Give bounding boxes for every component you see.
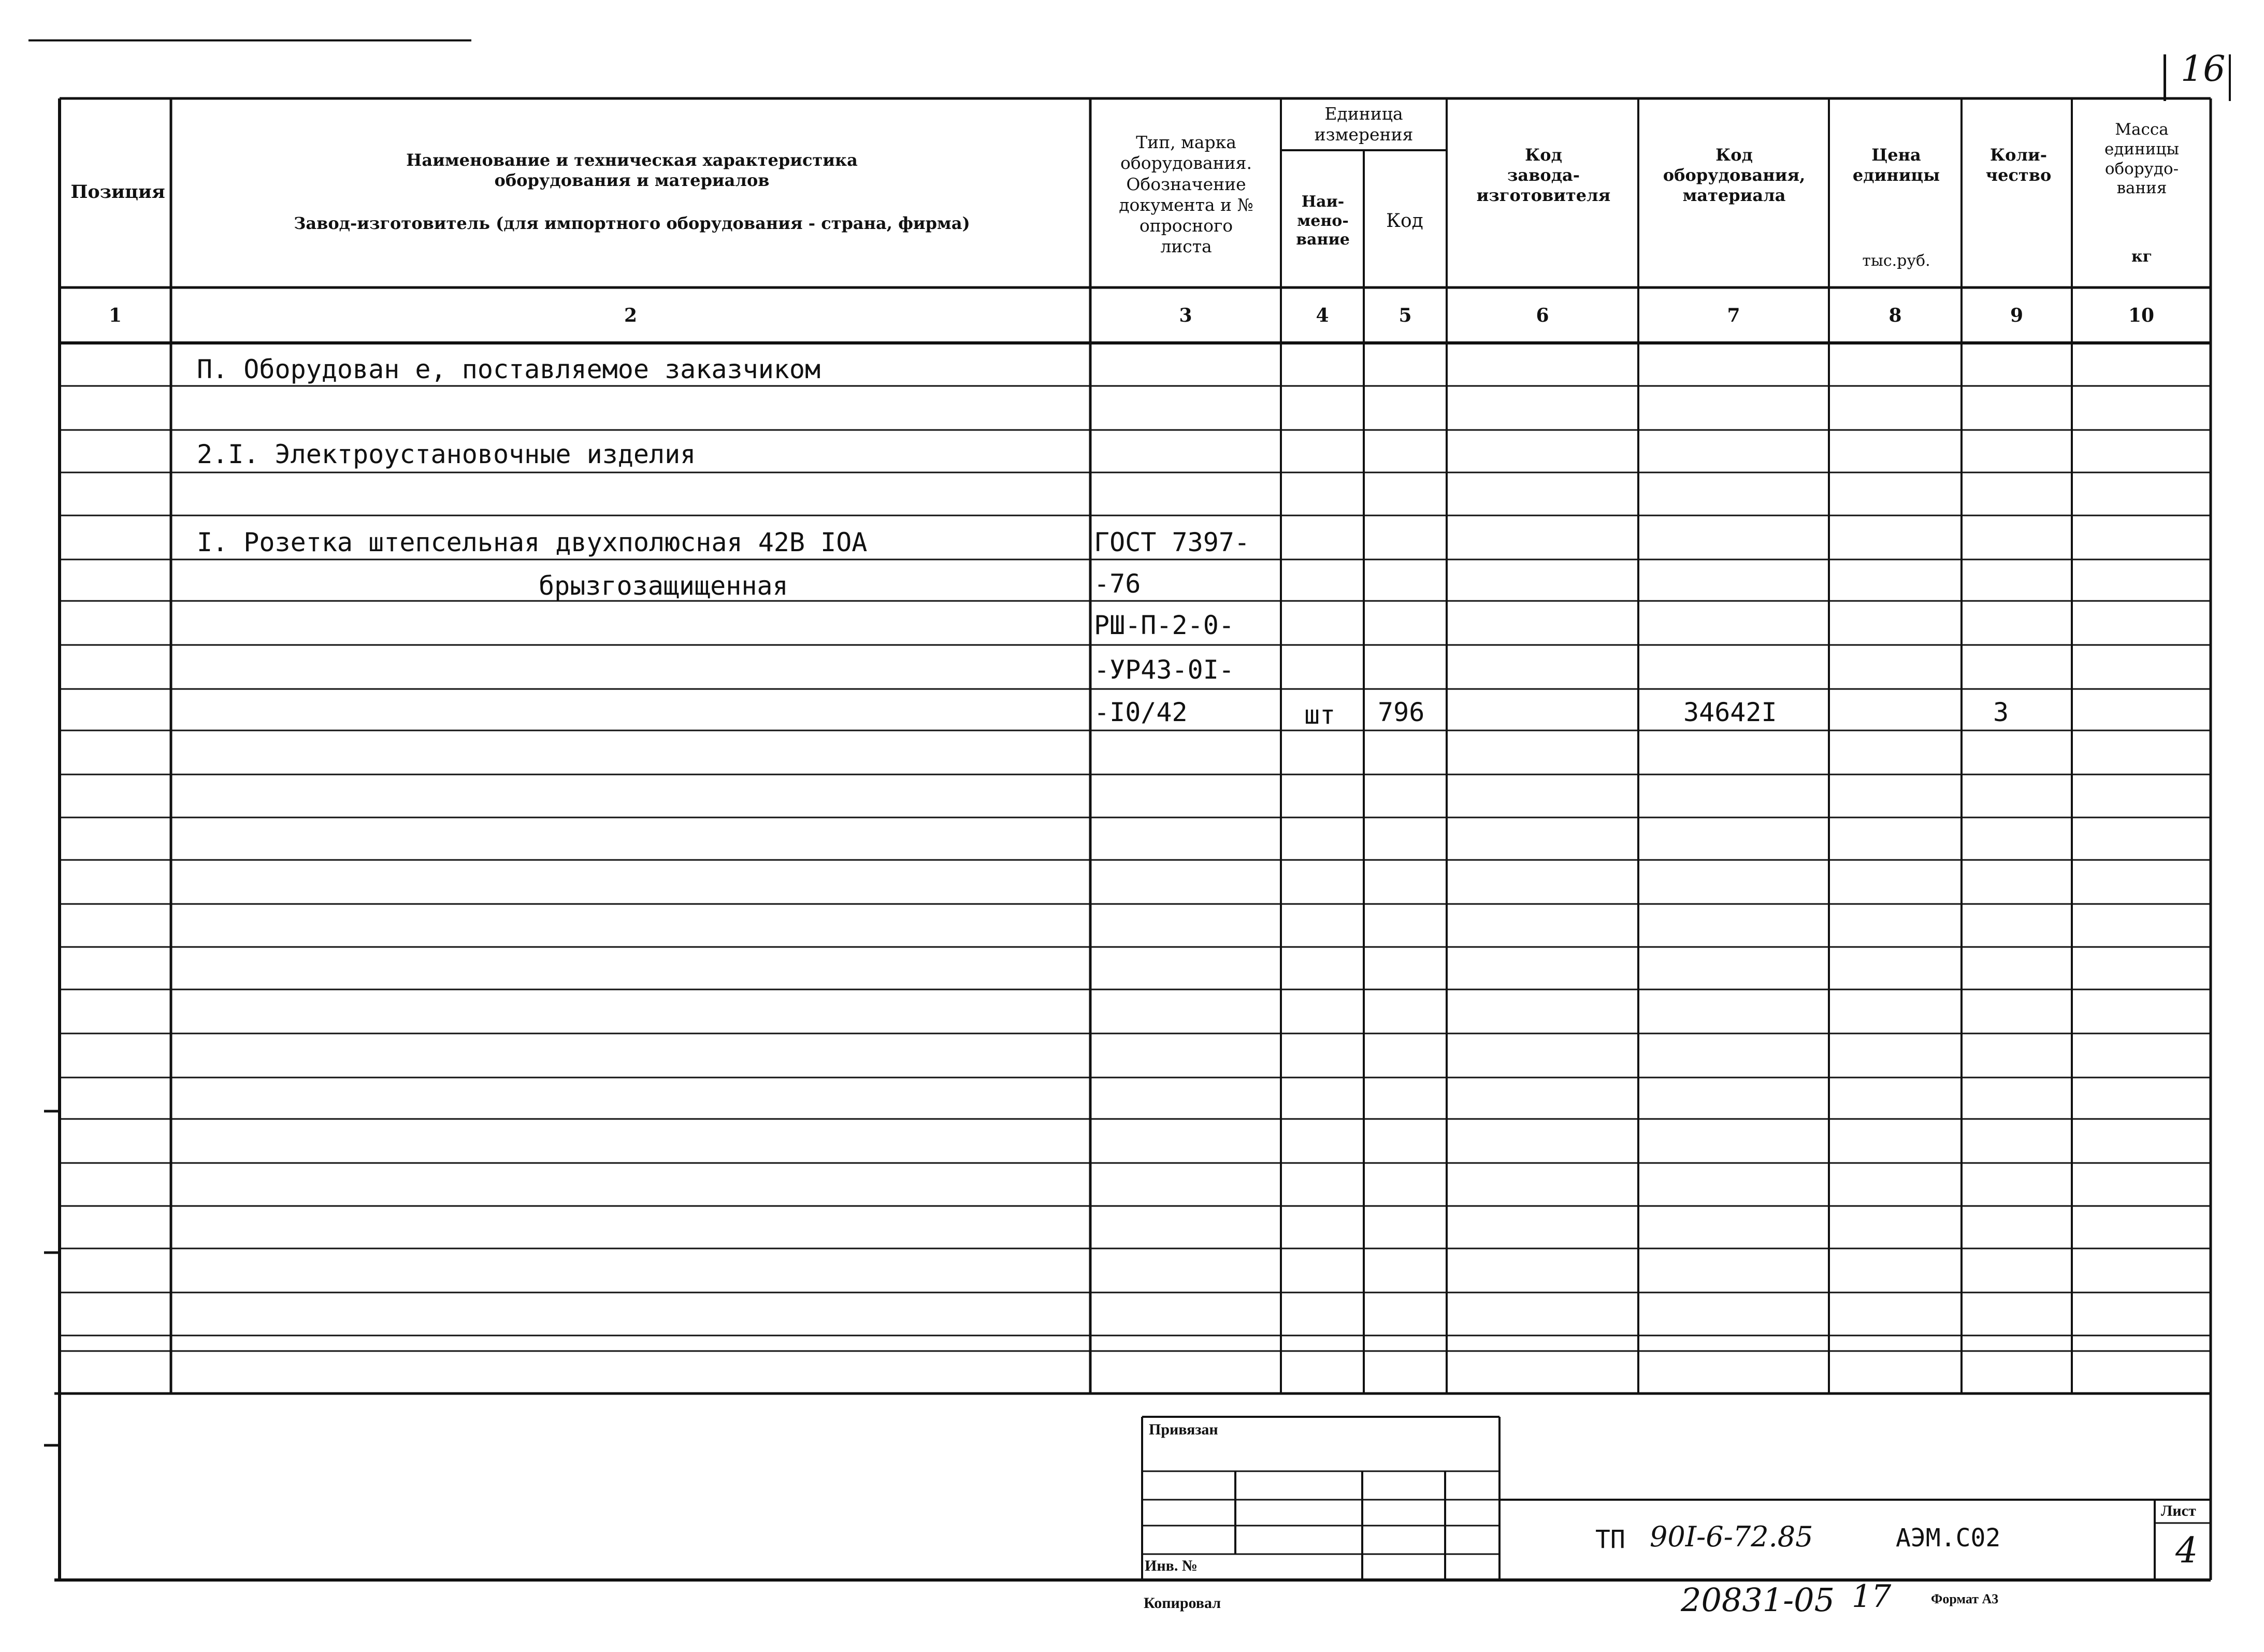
row-equipment-code: 34642I: [1683, 697, 1777, 727]
column-number: 10: [2128, 305, 2155, 326]
column-number: 9: [2010, 305, 2024, 326]
row-type-line-4: -УР43-0I-: [1094, 655, 1234, 685]
header-mass: Масса единицы оборудо- вания: [2104, 120, 2180, 198]
format-label: Формат А3: [1931, 1591, 1999, 1606]
sheet-number-top: 16: [2181, 49, 2226, 90]
header-unit-name: Наи- мено- вание: [1296, 193, 1350, 249]
doc-code: АЭМ.С02: [1896, 1524, 2001, 1553]
row-unit-name: шт: [1304, 700, 1336, 730]
column-number: 2: [624, 305, 638, 326]
doc-number: 90I-6-72.85: [1650, 1520, 1813, 1553]
header-price-unit: тыс.руб.: [1862, 252, 1930, 270]
header-name-characteristics: Наименование и техническая характеристика оборудования и материалов: [406, 150, 858, 191]
header-unit-code: Код: [1386, 210, 1423, 232]
header-manufacturer-code: Код завода- изготовителя: [1476, 145, 1611, 206]
archive-number: 20831-05: [1681, 1581, 1835, 1619]
sheet-value: 4: [2175, 1530, 2198, 1571]
column-number: 3: [1179, 305, 1192, 326]
doc-prefix: ТП: [1595, 1525, 1625, 1554]
column-number: 1: [108, 305, 122, 326]
inventory-label: Инв. №: [1145, 1557, 1198, 1574]
header-quantity: Коли- чество: [1985, 145, 2052, 185]
archive-suffix: 17: [1852, 1578, 1892, 1615]
row-subsection-title: 2.I. Электроустановочные изделия: [197, 439, 696, 469]
row-type-line-1: ГОСТ 7397-: [1094, 527, 1250, 557]
column-number: 8: [1888, 305, 1902, 326]
row-section-title: П. Оборудован е, поставляемое заказчиком: [197, 354, 821, 384]
row-type-line-2: -76: [1094, 569, 1141, 599]
header-position: Позиция: [70, 181, 165, 203]
approved-label: Привязан: [1149, 1421, 1218, 1438]
row-item-name-cont: брызгозащищенная: [539, 571, 788, 601]
row-unit-code: 796: [1378, 697, 1425, 727]
column-number: 4: [1316, 305, 1329, 326]
copied-label: Копировал: [1144, 1594, 1221, 1612]
column-number: 7: [1727, 305, 1740, 326]
header-manufacturer: Завод-изготовитель (для импортного оборудования - страна, фирма): [294, 213, 970, 233]
header-mass-unit: кг: [2131, 248, 2153, 266]
sheet-label: Лист: [2161, 1502, 2196, 1519]
row-quantity: 3: [1993, 697, 2009, 727]
row-item-name: I. Розетка штепсельная двухполюсная 42В IOA: [197, 527, 868, 557]
column-number: 5: [1398, 305, 1412, 326]
row-type-line-5: -I0/42: [1094, 697, 1188, 727]
header-type-brand: Тип, марка оборудования. Обозначение документа и № опросного листа: [1119, 132, 1253, 257]
column-number: 6: [1536, 305, 1549, 326]
header-unit-group: Единица измерения: [1314, 104, 1414, 145]
header-unit-price: Цена единицы: [1852, 145, 1940, 185]
row-type-line-3: РШ-П-2-0-: [1094, 610, 1234, 640]
header-equipment-code: Код оборудования, материала: [1663, 145, 1806, 206]
